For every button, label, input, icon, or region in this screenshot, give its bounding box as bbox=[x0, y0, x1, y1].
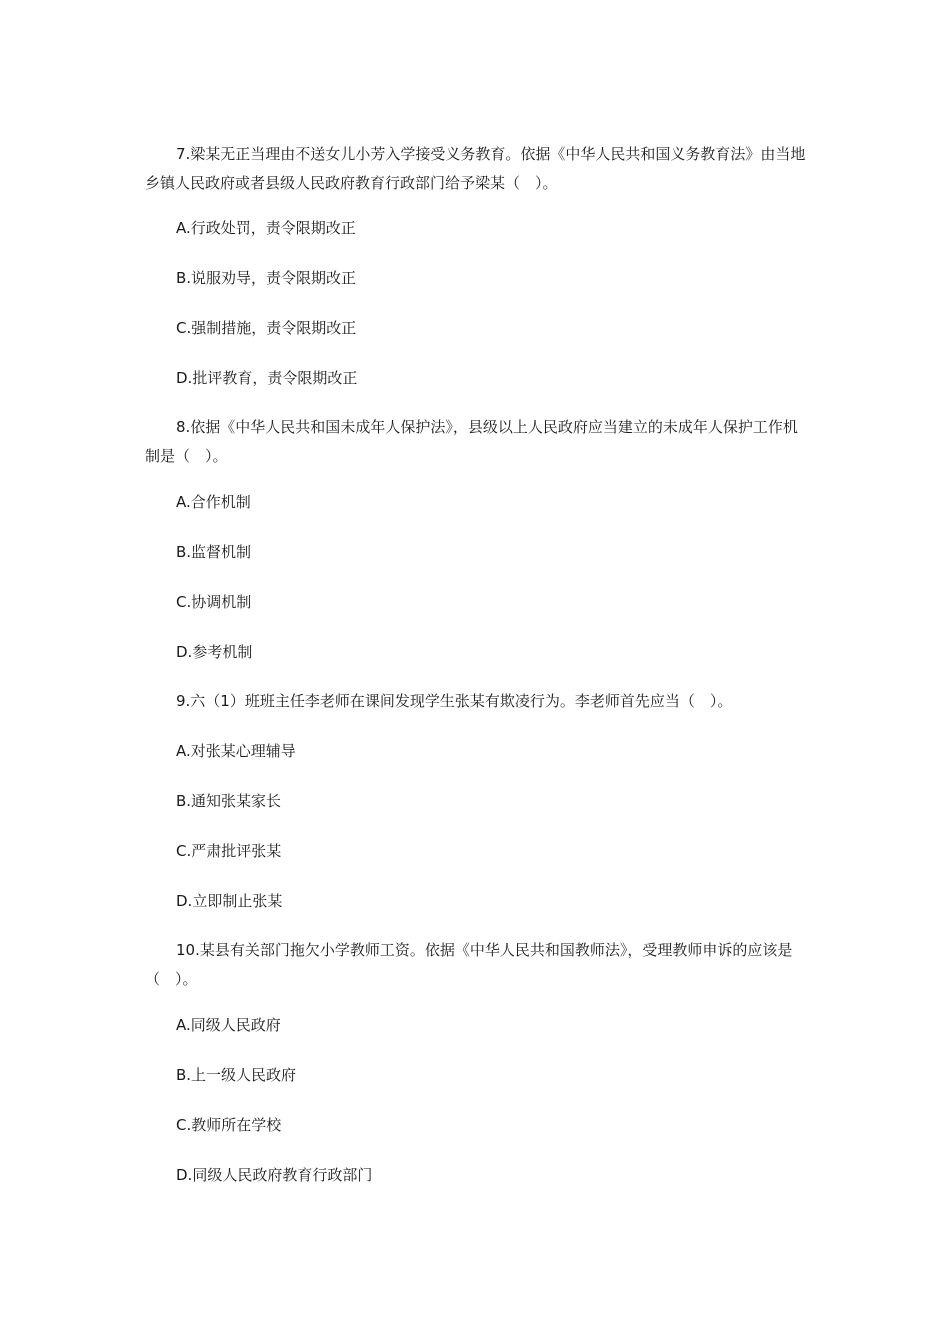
question-8-option-d: D.参考机制 bbox=[176, 643, 253, 661]
question-9-option-d: D.立即制止张某 bbox=[176, 892, 283, 910]
question-10-option-a: A.同级人民政府 bbox=[176, 1016, 281, 1034]
question-7-option-b: B.说服劝导，责令限期改正 bbox=[176, 269, 357, 287]
question-7-stem: 7.梁某无正当理由不送女儿小芳入学接受义务教育。依据《中华人民共和国义务教育法》由当地乡镇人民政府或者县级人民政府教育行政部门给予梁某（ ）。 bbox=[145, 145, 806, 192]
question-10-stem: 10.某县有关部门拖欠小学教师工资。依据《中华人民共和国教师法》，受理教师申诉的应该是（ ）。 bbox=[145, 941, 793, 988]
question-7-option-a: A.行政处罚，责令限期改正 bbox=[176, 219, 356, 237]
question-9-option-c: C.严肃批评张某 bbox=[176, 842, 282, 860]
question-10-option-c: C.教师所在学校 bbox=[176, 1116, 282, 1134]
question-7-option-d: D.批评教育，责令限期改正 bbox=[176, 369, 358, 387]
question-8-stem: 8.依据《中华人民共和国未成年人保护法》，县级以上人民政府应当建立的未成年人保护工作机制是（ ）。 bbox=[145, 418, 798, 465]
question-9-option-b: B.通知张某家长 bbox=[176, 792, 282, 810]
question-10-option-d: D.同级人民政府教育行政部门 bbox=[176, 1166, 373, 1184]
question-8-option-a: A.合作机制 bbox=[176, 493, 251, 511]
question-8-option-b: B.监督机制 bbox=[176, 543, 252, 561]
question-9-option-a: A.对张某心理辅导 bbox=[176, 742, 296, 760]
question-7-option-c: C.强制措施，责令限期改正 bbox=[176, 319, 357, 337]
question-9-stem: 9.六（1）班班主任李老师在课间发现学生张某有欺凌行为。李老师首先应当（ ）。 bbox=[176, 692, 733, 710]
question-8-option-c: C.协调机制 bbox=[176, 593, 252, 611]
question-10-option-b: B.上一级人民政府 bbox=[176, 1066, 297, 1084]
